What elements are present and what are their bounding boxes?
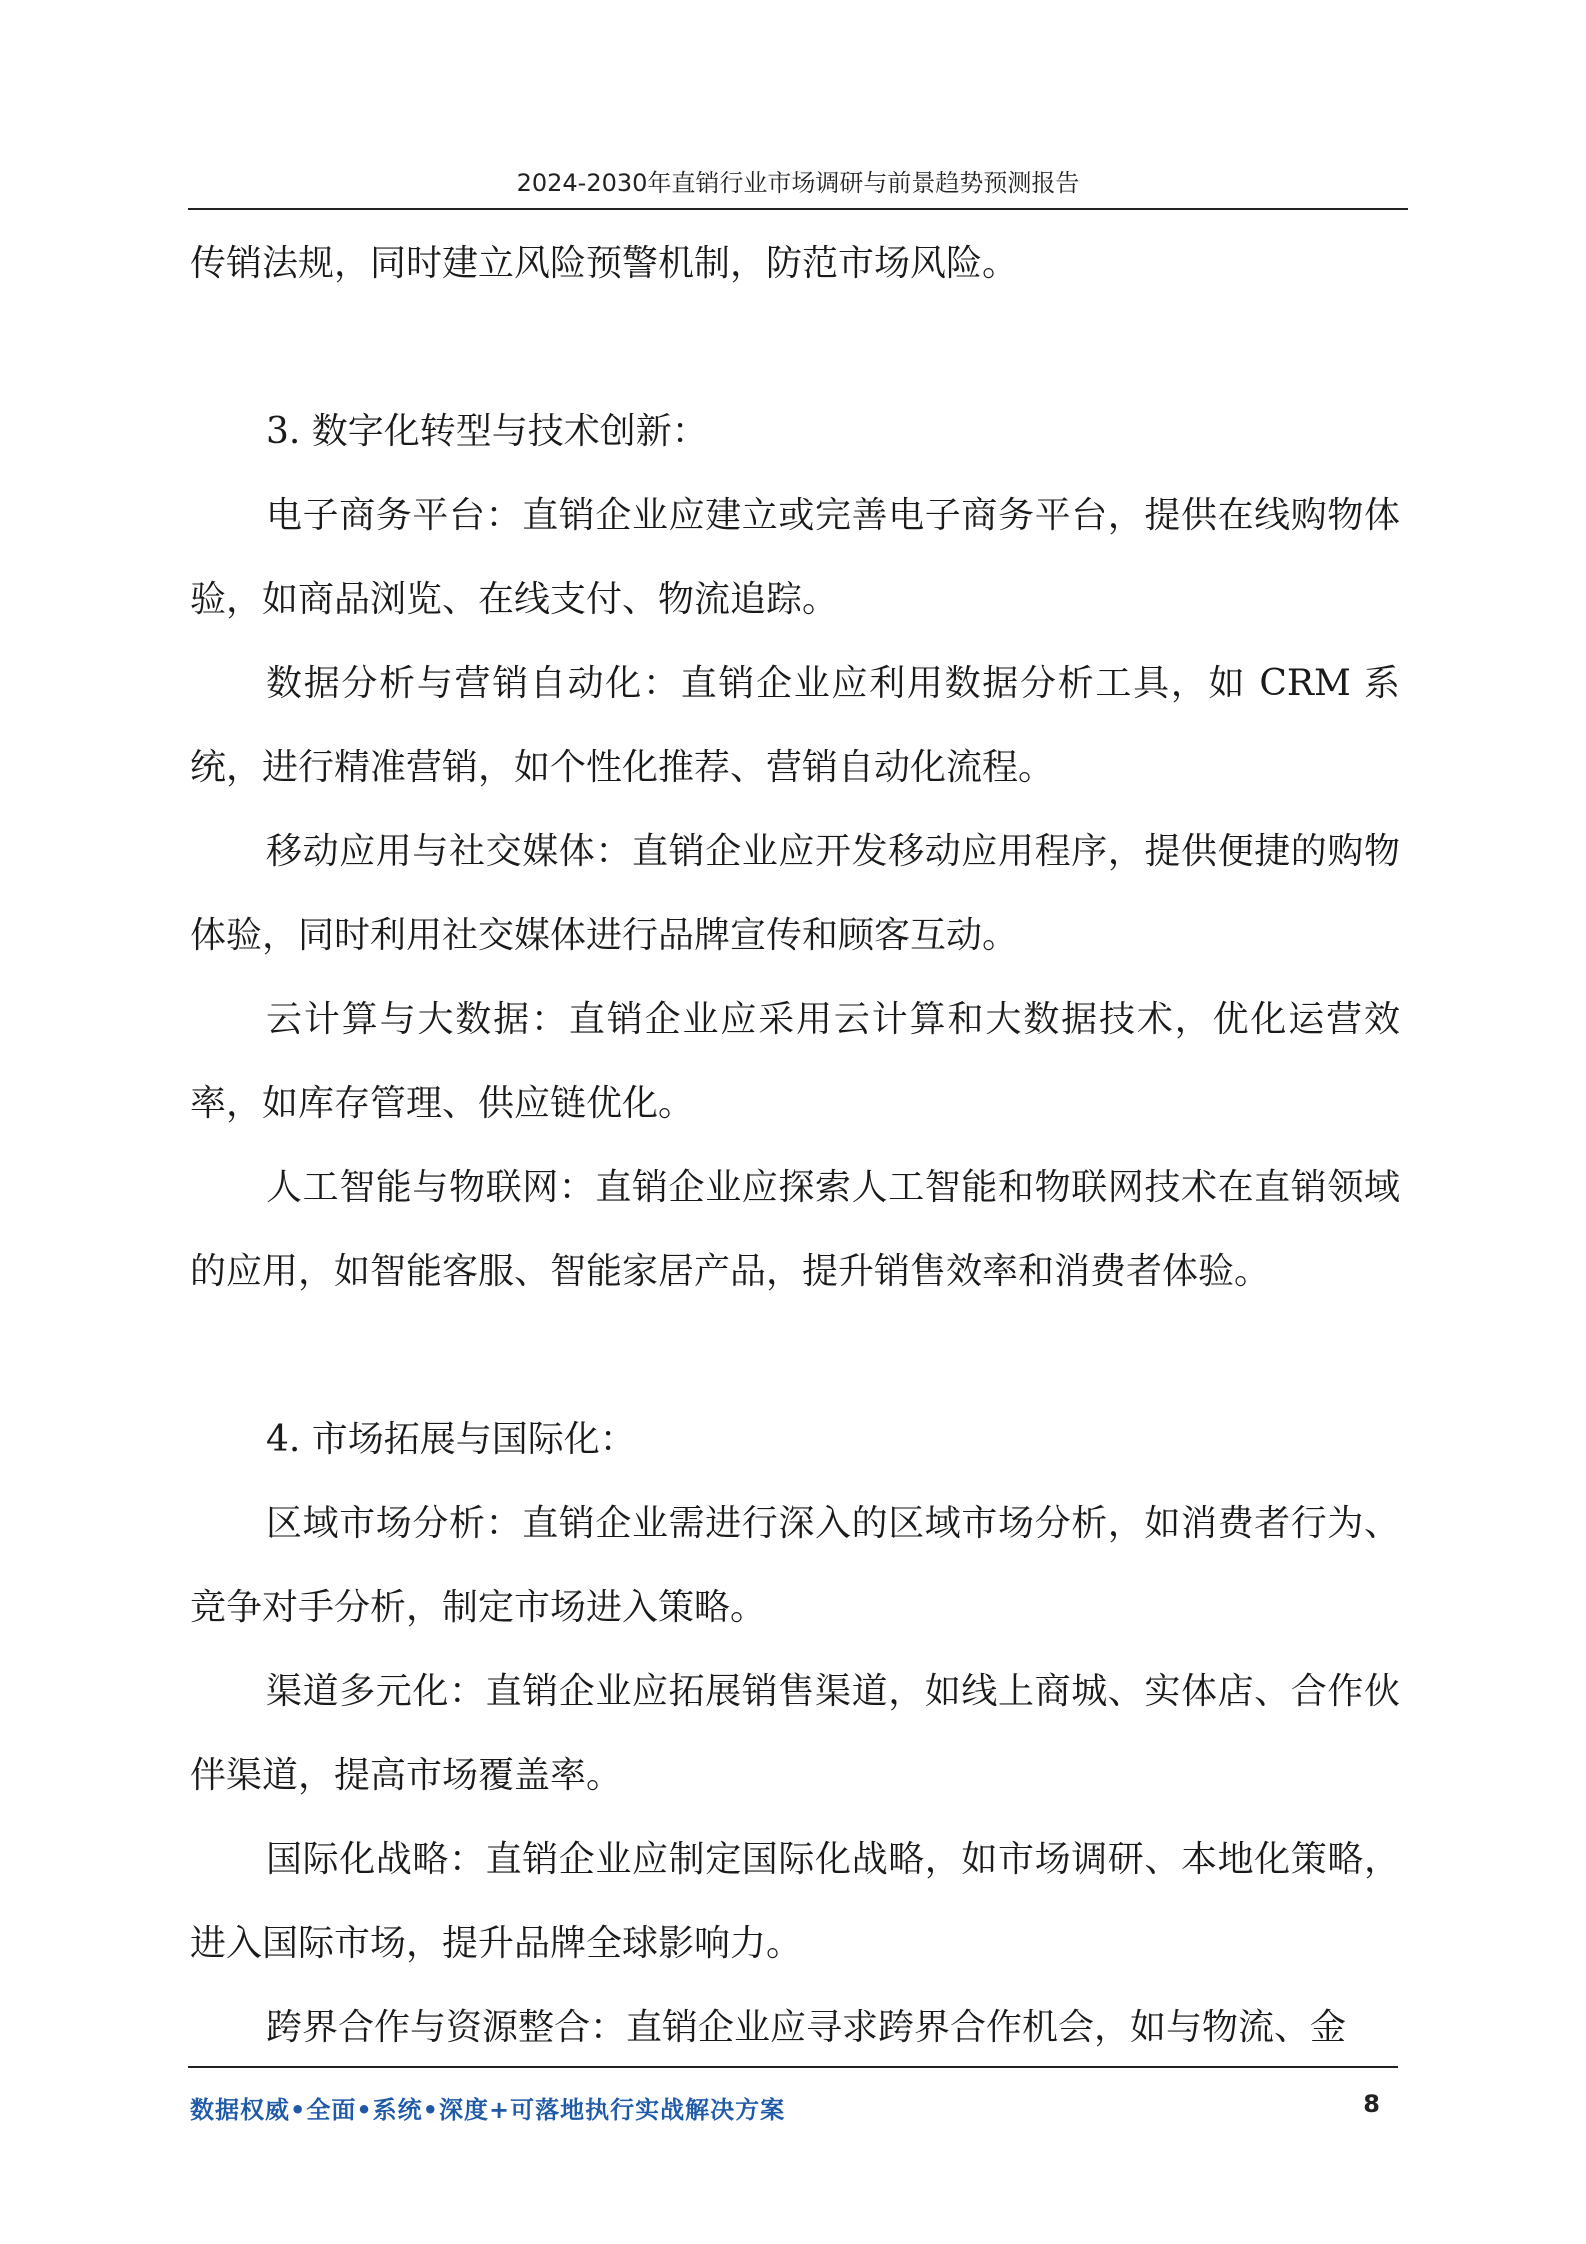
header-divider [188, 208, 1408, 210]
paragraph-cross-border: 跨界合作与资源整合：直销企业应寻求跨界合作机会，如与物流、金 [266, 2007, 1347, 2048]
paragraph-ai-iot: 人工智能与物联网：直销企业应探索人工智能和物联网技术在直销领域的应用，如智能客服、智能家居产品，提升销售效率和消费者体验。 [190, 1167, 1400, 1292]
paragraph-internationalization: 国际化战略：直销企业应制定国际化战略，如市场调研、本地化策略，进入国际市场，提升品牌全球影响力。 [190, 1839, 1400, 1964]
paragraph-ecommerce: 电子商务平台：直销企业应建立或完善电子商务平台，提供在线购物体验，如商品浏览、在线支付、物流追踪。 [190, 495, 1400, 620]
section-spacer [190, 1314, 1400, 1398]
paragraph-continued: 传销法规，同时建立风险预警机制，防范市场风险。 [190, 243, 1019, 284]
footer-divider [188, 2066, 1398, 2068]
paragraph-cloud-bigdata: 云计算与大数据：直销企业应采用云计算和大数据技术，优化运营效率，如库存管理、供应链优化。 [190, 999, 1400, 1124]
section-spacer [190, 306, 1400, 390]
paragraph-mobile-social: 移动应用与社交媒体：直销企业应开发移动应用程序，提供便捷的购物体验，同时利用社交媒体进行品牌宣传和顾客互动。 [190, 831, 1400, 956]
paragraph-channel-diversification: 渠道多元化：直销企业应拓展销售渠道，如线上商城、实体店、合作伙伴渠道，提高市场覆盖率。 [190, 1671, 1400, 1796]
page-number: 8 [1363, 2090, 1380, 2118]
footer-slogan: 数据权威•全面•系统•深度+可落地执行实战解决方案 [190, 2096, 786, 2124]
page-header-title: 2024-2030年直销行业市场调研与前景趋势预测报告 [516, 169, 1080, 197]
paragraph-data-analysis: 数据分析与营销自动化：直销企业应利用数据分析工具，如 CRM 系统，进行精准营销，如个性化推荐、营销自动化流程。 [190, 663, 1400, 788]
section-heading-4: 4. 市场拓展与国际化： [266, 1419, 636, 1460]
document-body [190, 222, 1400, 2070]
section-heading-3: 3. 数字化转型与技术创新： [266, 411, 708, 452]
paragraph-regional-analysis: 区域市场分析：直销企业需进行深入的区域市场分析，如消费者行为、竞争对手分析，制定市场进入策略。 [190, 1503, 1400, 1628]
